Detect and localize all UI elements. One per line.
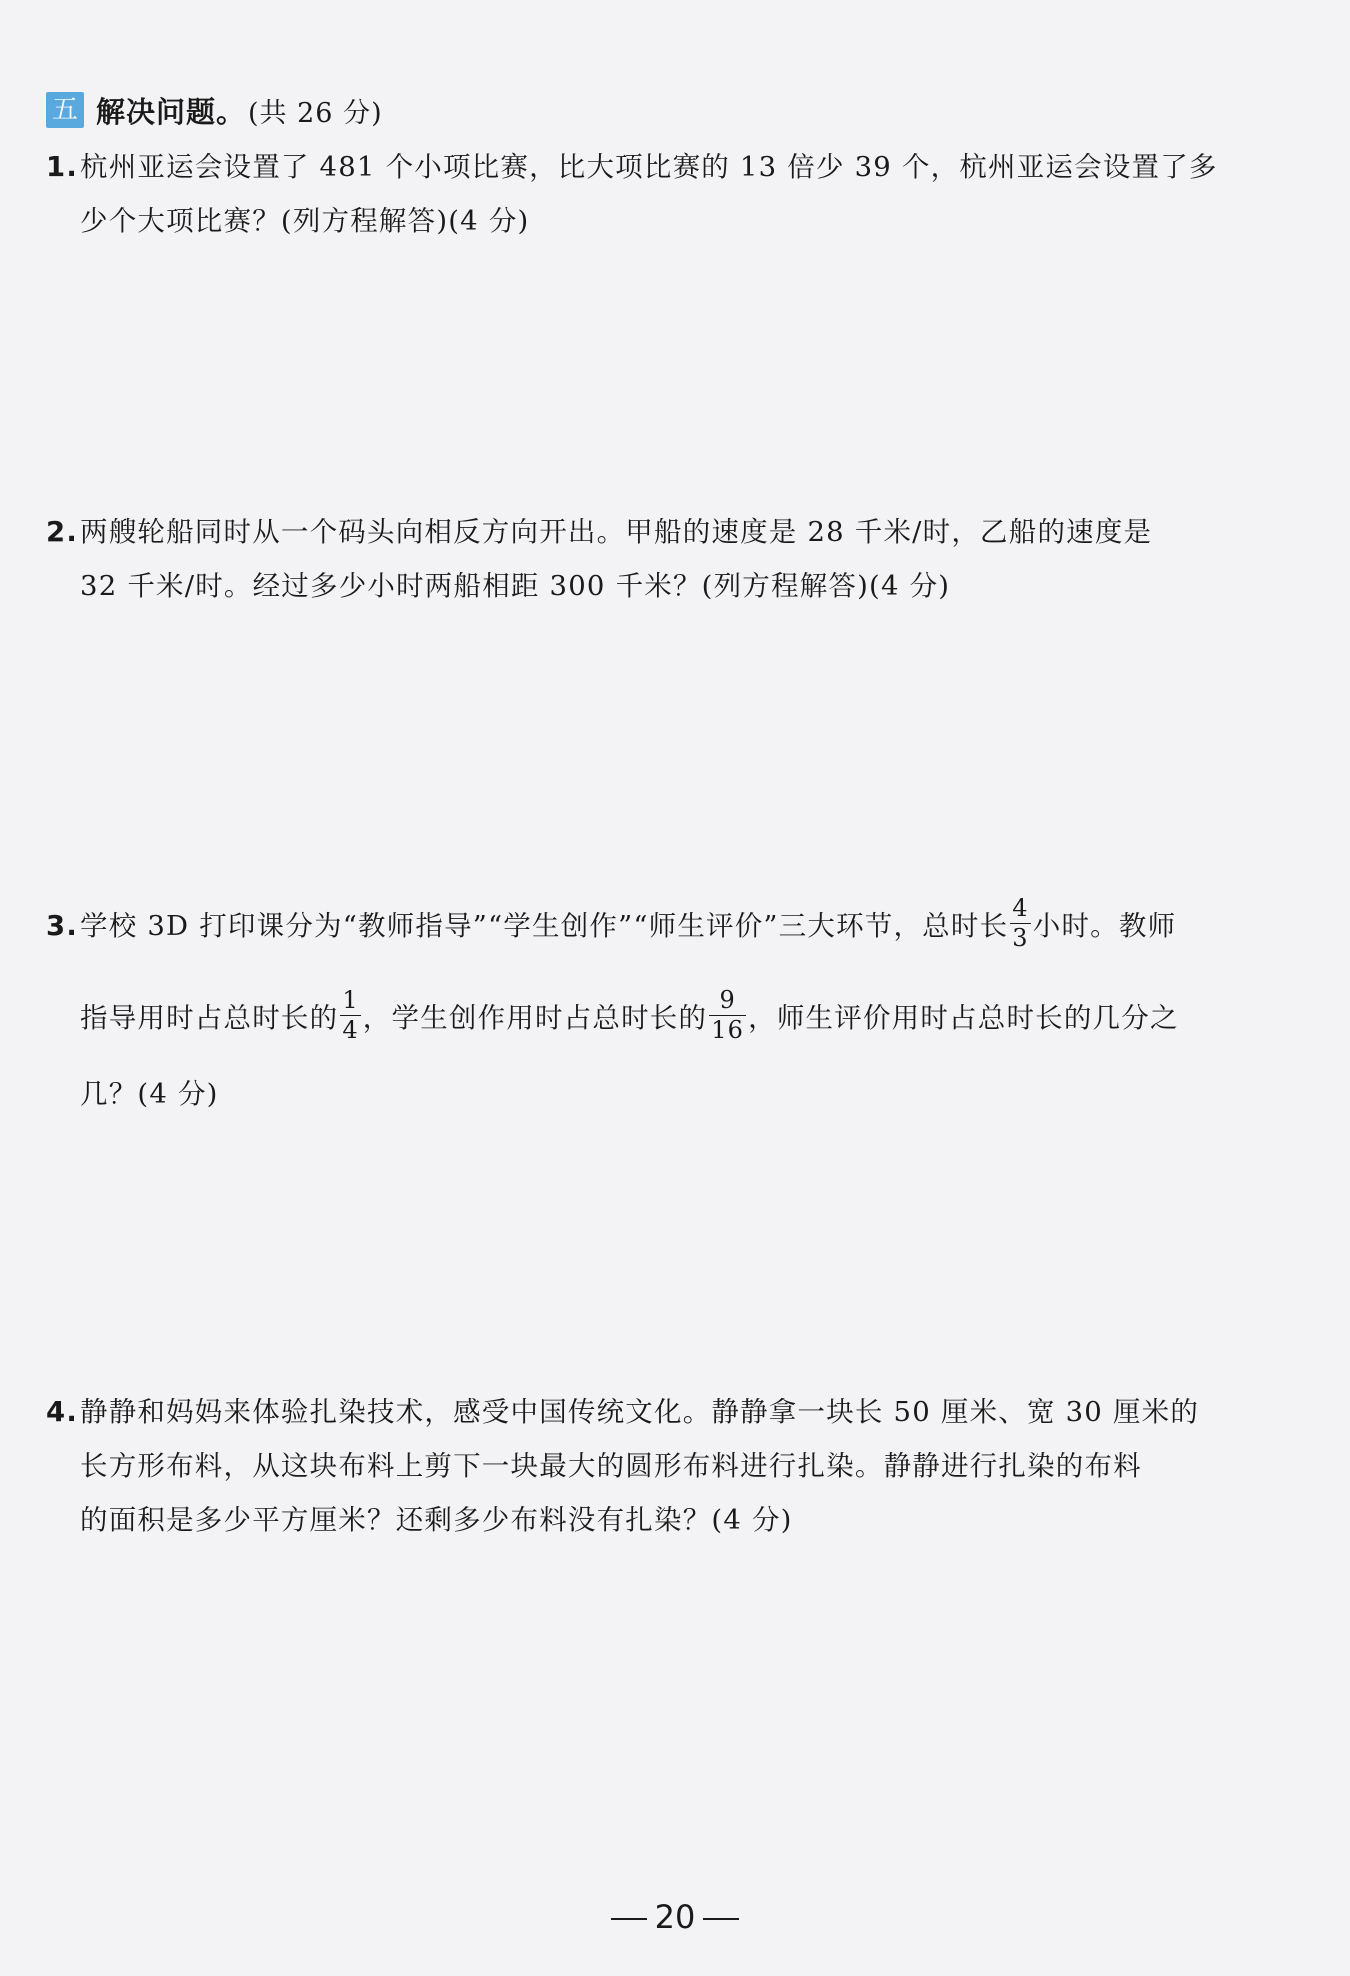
question-number: 3.: [46, 910, 78, 942]
section-title: 解决问题。: [96, 94, 247, 129]
question-text: 小时。教师: [1032, 910, 1177, 942]
fraction: [340, 985, 360, 1044]
question-line: [46, 1064, 1306, 1124]
question-text: ，师生评价用时占总时长的几分之: [748, 1002, 1179, 1034]
question-3: [46, 880, 1306, 1124]
question-text: 的面积是多少平方厘米？还剩多少布料没有扎染？(4 分): [80, 1504, 793, 1536]
page-footer: [0, 1898, 1350, 1936]
question-line: [46, 559, 1306, 613]
footer-dash-left: [611, 1918, 647, 1920]
fraction: [1010, 893, 1030, 952]
question-text: ，学生创作用时占总时长的: [362, 1002, 708, 1034]
question-line: [46, 140, 1306, 194]
fraction-denominator: 3: [1012, 924, 1029, 952]
fraction-denominator: 16: [711, 1016, 745, 1044]
question-text: 学校 3D 打印课分为“教师指导”“学生创作”“师生评价”三大环节，总时长: [80, 910, 1009, 942]
question-text: 静静和妈妈来体验扎染技术，感受中国传统文化。静静拿一块长 50 厘米、宽 30 厘米的: [80, 1396, 1200, 1428]
question-number: 4.: [46, 1396, 78, 1428]
question-text: 几？(4 分): [80, 1078, 219, 1110]
question-line: [46, 972, 1306, 1064]
question-number: 1.: [46, 151, 78, 183]
fraction-numerator: 9: [709, 988, 746, 1016]
footer-dash-right: [703, 1918, 739, 1920]
question-2: [46, 505, 1306, 613]
question-line: [46, 194, 1306, 248]
question-line: [46, 1493, 1306, 1547]
question-text: 两艘轮船同时从一个码头向相反方向开出。甲船的速度是 28 千米/时，乙船的速度是: [80, 516, 1153, 548]
question-4: [46, 1385, 1306, 1547]
question-text: 32 千米/时。经过多少小时两船相距 300 千米？(列方程解答)(4 分): [80, 570, 951, 602]
question-text: 杭州亚运会设置了 481 个小项比赛，比大项比赛的 13 倍少 39 个，杭州亚运会设置了多: [80, 151, 1218, 183]
section-badge: 五: [46, 92, 84, 128]
page-number: 20: [654, 1898, 696, 1936]
question-text: 长方形布料，从这块布料上剪下一块最大的圆形布料进行扎染。静静进行扎染的布料: [80, 1450, 1142, 1482]
section-header: [46, 88, 383, 132]
fraction-denominator: 4: [342, 1016, 359, 1044]
question-line: [46, 880, 1306, 972]
question-line: [46, 1385, 1306, 1439]
question-1: [46, 140, 1306, 248]
fraction: [709, 985, 746, 1044]
section-score: (共 26 分): [248, 97, 383, 129]
fraction-numerator: 1: [340, 988, 360, 1016]
question-text: 少个大项比赛？(列方程解答)(4 分): [80, 205, 530, 237]
question-line: [46, 505, 1306, 559]
question-text: 指导用时占总时长的: [80, 1002, 339, 1034]
question-line: [46, 1439, 1306, 1493]
fraction-numerator: 4: [1010, 896, 1030, 924]
question-number: 2.: [46, 516, 78, 548]
